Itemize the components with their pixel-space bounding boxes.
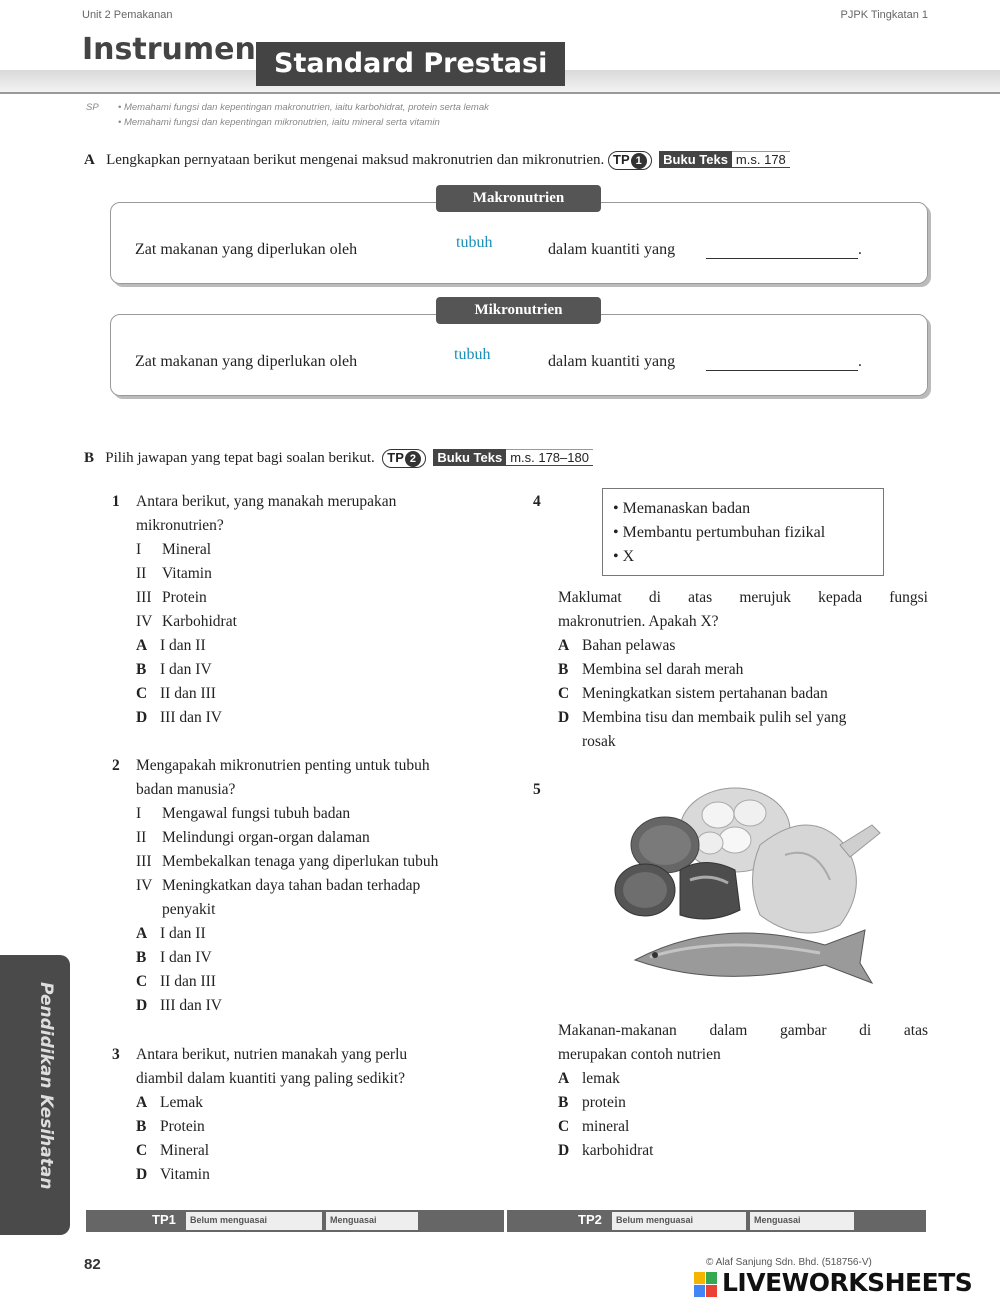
q1-item-2 (112, 562, 506, 586)
footer-tp2: TP2 (578, 1212, 602, 1227)
q1-option-b-key: B (136, 661, 147, 678)
q1-option-b-text: I dan IV (160, 661, 212, 678)
q2-option-a[interactable] (112, 922, 506, 946)
q5-option-c[interactable] (558, 1115, 928, 1139)
page-number: 82 (84, 1256, 101, 1273)
q1-stem-1: Antara berikut, yang manakah merupakan (136, 493, 397, 510)
copyright-icon: © (706, 1257, 714, 1268)
q1-option-a[interactable] (112, 634, 506, 658)
q2-item-3 (112, 850, 506, 874)
section-b-heading (84, 449, 593, 468)
q3-option-d[interactable] (112, 1163, 506, 1187)
q1-option-a-text: I dan II (160, 637, 206, 654)
mikronutrien-text-before: Zat makanan yang diperlukan oleh (135, 353, 358, 370)
copyright (706, 1257, 872, 1268)
q3-option-a-text: Lemak (160, 1094, 204, 1111)
q2-stem-1: Mengapakah mikronutrien penting untuk tubuh (136, 757, 430, 774)
q2-option-c-key: C (136, 973, 148, 990)
q2-option-d-key: D (136, 997, 148, 1014)
q5-option-d-text: karbohidrat (582, 1142, 654, 1159)
header-rule (0, 92, 1000, 94)
mikronutrien-text-after: dalam kuantiti yang (548, 353, 676, 370)
instrumen-heading: Instrumen (82, 32, 256, 67)
q4-option-c-key: C (558, 685, 570, 702)
section-b-letter: B (84, 450, 95, 466)
q5-option-a-text: lemak (582, 1070, 620, 1087)
liveworksheets-logo-icon (694, 1272, 718, 1298)
q2-item-1 (112, 802, 506, 826)
q5-option-c-text: mineral (582, 1118, 630, 1135)
q1-item-3 (112, 586, 506, 610)
q5-option-b[interactable] (558, 1091, 928, 1115)
footer-tp1: TP1 (152, 1212, 176, 1227)
side-tab-text: Pendidikan Kesihatan (36, 982, 56, 1190)
mikronutrien-blank[interactable] (706, 370, 858, 371)
q3-stem-2: diambil dalam kuantiti yang paling sedikit? (136, 1070, 406, 1087)
buku-teks-pages-a: m.s. 178 (732, 151, 790, 168)
q4-option-a[interactable] (558, 634, 928, 658)
q5-option-d[interactable] (558, 1139, 928, 1163)
q2-option-c-text: II dan III (160, 973, 216, 990)
q2-option-d[interactable] (112, 994, 506, 1018)
q5-option-b-key: B (558, 1094, 569, 1111)
buku-teks-pages-b: m.s. 178–180 (506, 449, 593, 466)
footer-tp1-belum[interactable]: Belum menguasai (186, 1212, 322, 1230)
q1-option-a-key: A (136, 637, 148, 654)
q2-option-b-text: I dan IV (160, 949, 212, 966)
q1-option-c-key: C (136, 685, 148, 702)
protein-foods-image (610, 785, 910, 985)
q1-option-c-text: II dan III (160, 685, 216, 702)
q1-option-d-text: III dan IV (160, 709, 222, 726)
unit-label: Unit 2 Pemakanan (82, 9, 173, 21)
q3-option-a[interactable] (112, 1091, 506, 1115)
q1-number: 1 (112, 493, 120, 510)
side-tab (0, 955, 70, 1235)
sp-line-2: • Memahami fungsi dan kepentingan mikronutrien, iaitu mineral serta vitamin (118, 117, 440, 128)
q1-option-b[interactable] (112, 658, 506, 682)
q5-option-b-text: protein (582, 1094, 626, 1111)
makronutrien-end: . (858, 241, 862, 258)
q3-option-c-text: Mineral (160, 1142, 210, 1159)
q1-item-3-text: Protein (162, 589, 207, 606)
q2-option-a-key: A (136, 925, 148, 942)
copyright-text: Alaf Sanjung Sdn. Bhd. (518756-V) (715, 1257, 872, 1268)
q4-option-a-key: A (558, 637, 570, 654)
section-a-instruction: Lengkapkan pernyataan berikut mengenai maksud makronutrien dan mikronutrien. (106, 152, 605, 168)
tp1-number: 1 (631, 153, 647, 169)
mikronutrien-label: Mikronutrien (436, 297, 601, 324)
liveworksheets-watermark[interactable]: LIVEWORKSHEETS (722, 1268, 973, 1297)
makronutrien-label: Makronutrien (436, 185, 601, 212)
q1-item-4-roman: IV (136, 613, 153, 630)
q4-info-item-1: • Memanaskan badan (613, 500, 751, 517)
q2-option-d-text: III dan IV (160, 997, 222, 1014)
makronutrien-text-before: Zat makanan yang diperlukan oleh (135, 241, 358, 258)
q5-stem-2: merupakan contoh nutrien (558, 1046, 721, 1063)
q3-option-c-key: C (136, 1142, 148, 1159)
q2-number: 2 (112, 757, 120, 774)
section-a-letter: A (84, 152, 95, 168)
q3-option-c[interactable] (112, 1139, 506, 1163)
q2-item-2-roman: II (136, 829, 147, 846)
q4-number: 4 (533, 493, 541, 510)
question-4 (558, 586, 928, 754)
q3-option-d-key: D (136, 1166, 148, 1183)
q3-number: 3 (112, 1046, 120, 1063)
q1-item-1 (112, 538, 506, 562)
q1-item-4 (112, 610, 506, 634)
q5-option-a[interactable] (558, 1067, 928, 1091)
q2-stem-2: badan manusia? (136, 781, 236, 798)
q4-info-item-3: • X (613, 548, 635, 565)
q4-option-b-text: Membina sel darah merah (582, 661, 744, 678)
q5-option-a-key: A (558, 1070, 570, 1087)
q1-stem-2: mikronutrien? (136, 517, 224, 534)
q1-item-1-text: Mineral (162, 541, 212, 558)
q1-option-c[interactable] (112, 682, 506, 706)
question-5 (558, 1019, 928, 1163)
question-2 (112, 754, 506, 1018)
question-1 (112, 490, 506, 730)
q4-info-box (602, 488, 884, 576)
q1-item-2-text: Vitamin (162, 565, 212, 582)
q2-item-4-text: Meningkatkan daya tahan badan terhadap (162, 877, 421, 894)
q4-option-c[interactable] (558, 682, 928, 706)
tp2-badge (382, 449, 426, 468)
q2-item-2-text: Melindungi organ-organ dalaman (162, 829, 370, 846)
q3-stem-1: Antara berikut, nutrien manakah yang perlu (136, 1046, 408, 1063)
q2-item-1-text: Mengawal fungsi tubuh badan (162, 805, 351, 822)
q1-item-4-text: Karbohidrat (162, 613, 237, 630)
buku-teks-label-b: Buku Teks (433, 449, 506, 466)
mikronutrien-answer[interactable]: tubuh (454, 346, 491, 363)
q1-item-1-roman: I (136, 541, 142, 558)
footer-tp2-belum[interactable]: Belum menguasai (612, 1212, 746, 1230)
q2-option-a-text: I dan II (160, 925, 206, 942)
makronutrien-text-after: dalam kuantiti yang (548, 241, 676, 258)
q4-option-d-cont: rosak (582, 733, 616, 750)
q3-option-d-text: Vitamin (160, 1166, 210, 1183)
q2-item-4 (112, 874, 506, 898)
q2-option-b[interactable] (112, 946, 506, 970)
q2-item-4-cont: penyakit (162, 901, 216, 918)
sp-label: SP (86, 102, 99, 113)
q2-item-3-text: Membekalkan tenaga yang diperlukan tubuh (162, 853, 439, 870)
q2-item-1-roman: I (136, 805, 142, 822)
form-label: PJPK Tingkatan 1 (840, 9, 928, 21)
q1-option-d[interactable] (112, 706, 506, 730)
page-title: Standard Prestasi (256, 42, 565, 86)
q4-stem-2: makronutrien. Apakah X? (558, 613, 719, 630)
section-b-instruction: Pilih jawapan yang tepat bagi soalan berikut. (105, 450, 375, 466)
q5-number: 5 (533, 781, 541, 798)
q3-option-b-key: B (136, 1118, 147, 1135)
q4-option-b[interactable] (558, 658, 928, 682)
section-a-heading (84, 151, 790, 170)
q4-option-b-key: B (558, 661, 569, 678)
makronutrien-blank[interactable] (706, 258, 858, 259)
tp2-number: 2 (405, 451, 421, 467)
q1-option-d-key: D (136, 709, 148, 726)
q3-option-b[interactable] (112, 1115, 506, 1139)
q1-item-3-roman: III (136, 589, 152, 606)
q4-option-d-key: D (558, 709, 570, 726)
q3-option-a-key: A (136, 1094, 148, 1111)
makronutrien-answer[interactable]: tubuh (456, 234, 493, 251)
q1-item-2-roman: II (136, 565, 147, 582)
footer-divider (504, 1210, 507, 1232)
q2-item-2 (112, 826, 506, 850)
sp-line-1: • Memahami fungsi dan kepentingan makronutrien, iaitu karbohidrat, protein serta lemak (118, 102, 489, 113)
tp1-badge (608, 151, 652, 170)
q2-item-4-roman: IV (136, 877, 153, 894)
q4-option-d-text: Membina tisu dan membaik pulih sel yang (582, 709, 847, 726)
q4-option-a-text: Bahan pelawas (582, 637, 676, 654)
buku-teks-label-a: Buku Teks (659, 151, 732, 168)
q5-option-c-key: C (558, 1118, 570, 1135)
footer-tp2-menguasai[interactable]: Menguasai (750, 1212, 854, 1230)
q4-option-d[interactable] (558, 706, 928, 730)
q2-item-3-roman: III (136, 853, 152, 870)
footer-tp1-menguasai[interactable]: Menguasai (326, 1212, 418, 1230)
tp2-text: TP (387, 450, 404, 465)
question-3 (112, 1043, 506, 1187)
q2-option-c[interactable] (112, 970, 506, 994)
tp1-text: TP (613, 152, 630, 167)
q3-option-b-text: Protein (160, 1118, 205, 1135)
q4-stem-1: Maklumat di atas merujuk kepada fungsi (558, 589, 928, 606)
q4-option-c-text: Meningkatkan sistem pertahanan badan (582, 685, 828, 702)
mikronutrien-end: . (858, 353, 862, 370)
q2-option-b-key: B (136, 949, 147, 966)
q5-option-d-key: D (558, 1142, 570, 1159)
q4-info-item-2: • Membantu pertumbuhan fizikal (613, 524, 826, 541)
q5-stem-1: Makanan-makanan dalam gambar di atas (558, 1022, 928, 1039)
